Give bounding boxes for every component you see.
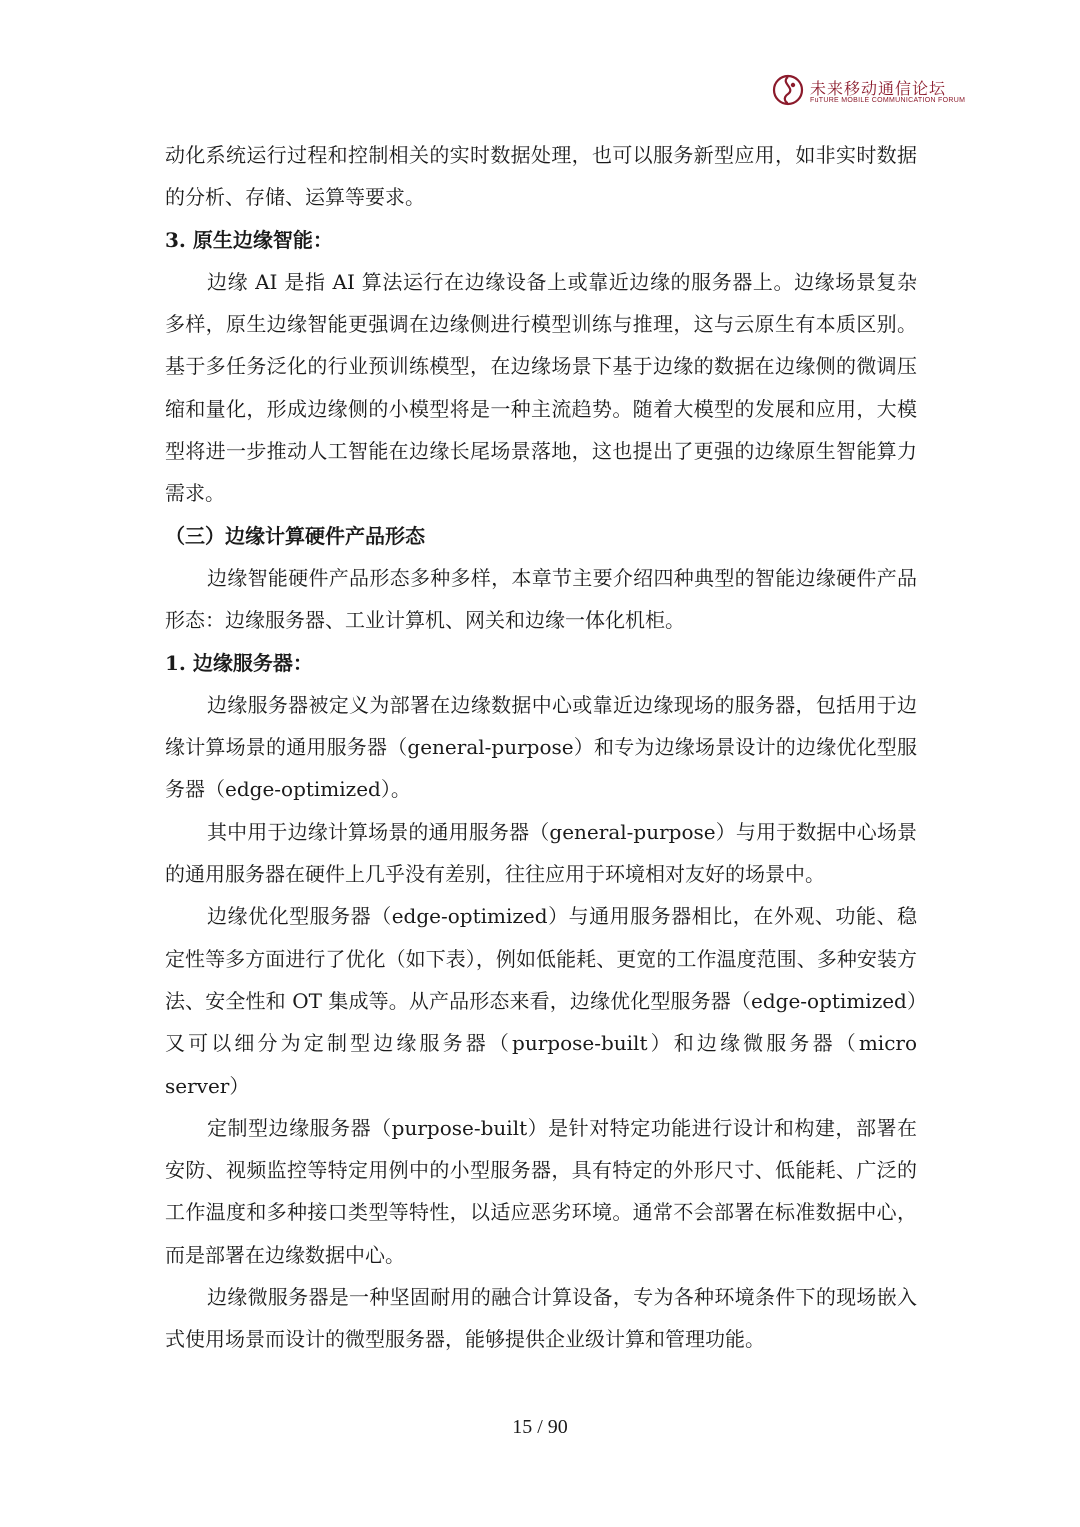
paragraph-6: 边缘优化型服务器（edge-optimized）与通用服务器相比，在外观、功能、稳定性等多方面进行了优化（如下表），例如低能耗、更宽的工作温度范围、多种安装方法、安全性和 OT 集成等。从产品形态来看，边缘优化型服务器（edge-optimized）又可以细分为定制型边缘服务器（purpose-built）和边缘微服务器（micro server） xyxy=(165,904,917,1098)
paragraph-4: 边缘服务器被定义为部署在边缘数据中心或靠近边缘现场的服务器，包括用于边缘计算场景的通用服务器（general-purpose）和专为边缘场景设计的边缘优化型服务器（edge-optimized）。 xyxy=(165,692,917,802)
document-body xyxy=(165,134,917,1361)
paragraph-2: 边缘 AI 是指 AI 算法运行在边缘设备上或靠近边缘的服务器上。边缘场景复杂多样，原生边缘智能更强调在边缘侧进行模型训练与推理，这与云原生有本质区别。基于多任务泛化的行业预训练模型，在边缘场景下基于边缘的数据在边缘侧的微调压缩和量化，形成边缘侧的小模型将是一种主流趋势。随着大模型的发展和应用，大模型将进一步推动人工智能在边缘长尾场景落地，这也提出了更强的边缘原生智能算力需求。 xyxy=(165,269,917,506)
logo-chinese-text: 未来移动通信论坛 xyxy=(810,79,947,98)
logo-english-text: FuTURE MOBILE COMMUNICATION FORUM xyxy=(810,97,966,104)
heading-native-edge-intelligence: 3. 原生边缘智能： xyxy=(165,227,333,252)
paragraph-1: 动化系统运行过程和控制相关的实时数据处理，也可以服务新型应用，如非实时数据的分析、存储、运算等要求。 xyxy=(165,143,917,210)
page-number: 15 / 90 xyxy=(512,1416,568,1438)
header-logo xyxy=(772,72,966,112)
paragraph-3: 边缘智能硬件产品形态多种多样，本章节主要介绍四种典型的智能边缘硬件产品形态：边缘服务器、工业计算机、网关和边缘一体化机柜。 xyxy=(165,565,917,633)
paragraph-5: 其中用于边缘计算场景的通用服务器（general-purpose）与用于数据中心场景的通用服务器在硬件上几乎没有差别，往往应用于环境相对友好的场景中。 xyxy=(165,819,917,887)
forum-logo-icon xyxy=(772,74,804,106)
heading-hardware-forms: （三）边缘计算硬件产品形态 xyxy=(165,523,425,548)
heading-edge-server: 1. 边缘服务器： xyxy=(165,650,313,675)
paragraph-8: 边缘微服务器是一种坚固耐用的融合计算设备，专为各种环境条件下的现场嵌入式使用场景而设计的微型服务器，能够提供企业级计算和管理功能。 xyxy=(165,1285,917,1352)
paragraph-7: 定制型边缘服务器（purpose-built）是针对特定功能进行设计和构建，部署在安防、视频监控等特定用例中的小型服务器，具有特定的外形尺寸、低能耗、广泛的工作温度和多种接口类型等特性，以适应恶劣环境。通常不会部署在标准数据中心，而是部署在边缘数据中心。 xyxy=(165,1115,917,1267)
